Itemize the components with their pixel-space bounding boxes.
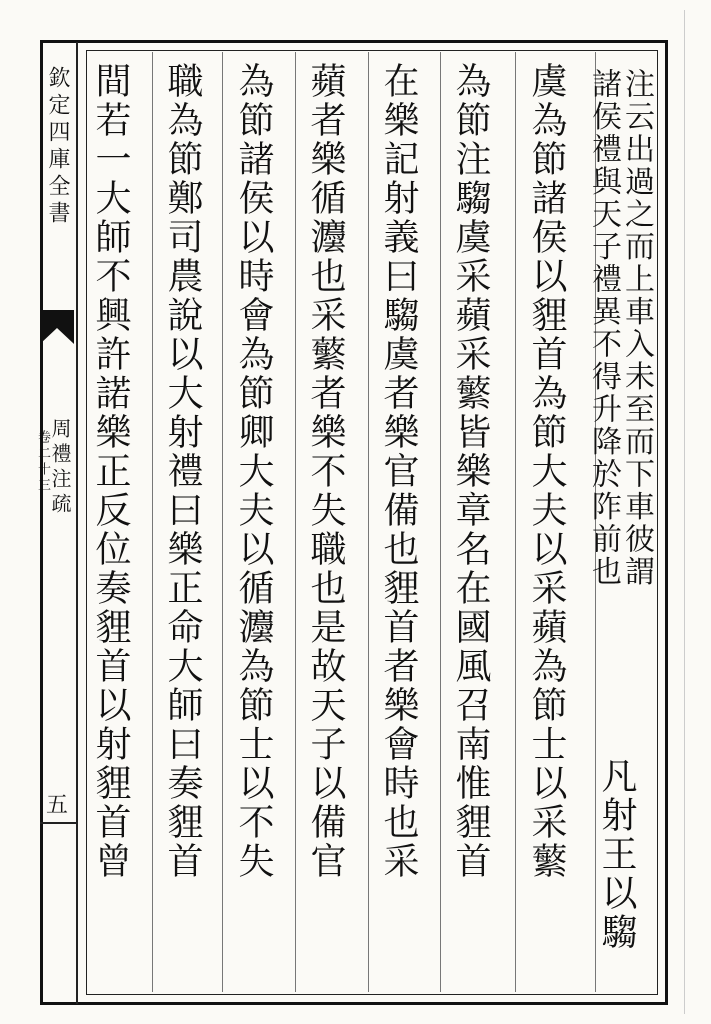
annotation-line-left: 諸侯禮與天子禮異不得升降於阼前也 [586, 68, 621, 588]
fishtail-mark [40, 310, 74, 344]
gutter-divider [76, 42, 78, 1004]
book-title: 欽定四庫全書 [45, 66, 70, 228]
page-edge [684, 10, 685, 1014]
main-text-column: 為節注騶虞采蘋采蘩皆樂章名在國風召南惟貍首 [450, 62, 491, 881]
main-text-column: 職為節鄭司農說以大射禮曰樂正命大師曰奏貍首 [162, 62, 203, 881]
main-text-column: 虞為節諸侯以貍首為節大夫以采蘋為節士以采蘩 [526, 62, 567, 881]
main-text-column: 間若一大師不興許諾樂正反位奏貍首以射貍首曾 [90, 62, 131, 881]
volume-label: 卷二十三 [35, 430, 50, 494]
main-text-column-tail: 凡射王以騶 [596, 757, 637, 952]
main-text-column: 在樂記射義曰騶虞者樂官備也貍首者樂會時也采 [378, 62, 419, 881]
main-text-column: 蘋者樂循灋也采蘩者樂不失職也是故天子以備官 [305, 62, 346, 881]
column-rule [440, 52, 441, 992]
column-rule [368, 52, 369, 992]
chapter-title: 周禮注疏 [48, 418, 72, 518]
page-number-bar [40, 822, 76, 824]
column-rule [295, 52, 296, 992]
column-rule [515, 52, 516, 992]
column-rule [222, 52, 223, 992]
page-number: 五 [46, 793, 69, 818]
annotation-line-right: 注云出過之而上車入未至而下車彼謂 [619, 68, 654, 588]
column-rule [152, 52, 153, 992]
main-text-column: 為節諸侯以時會為節卿大夫以循灋為節士以不失 [233, 62, 274, 881]
